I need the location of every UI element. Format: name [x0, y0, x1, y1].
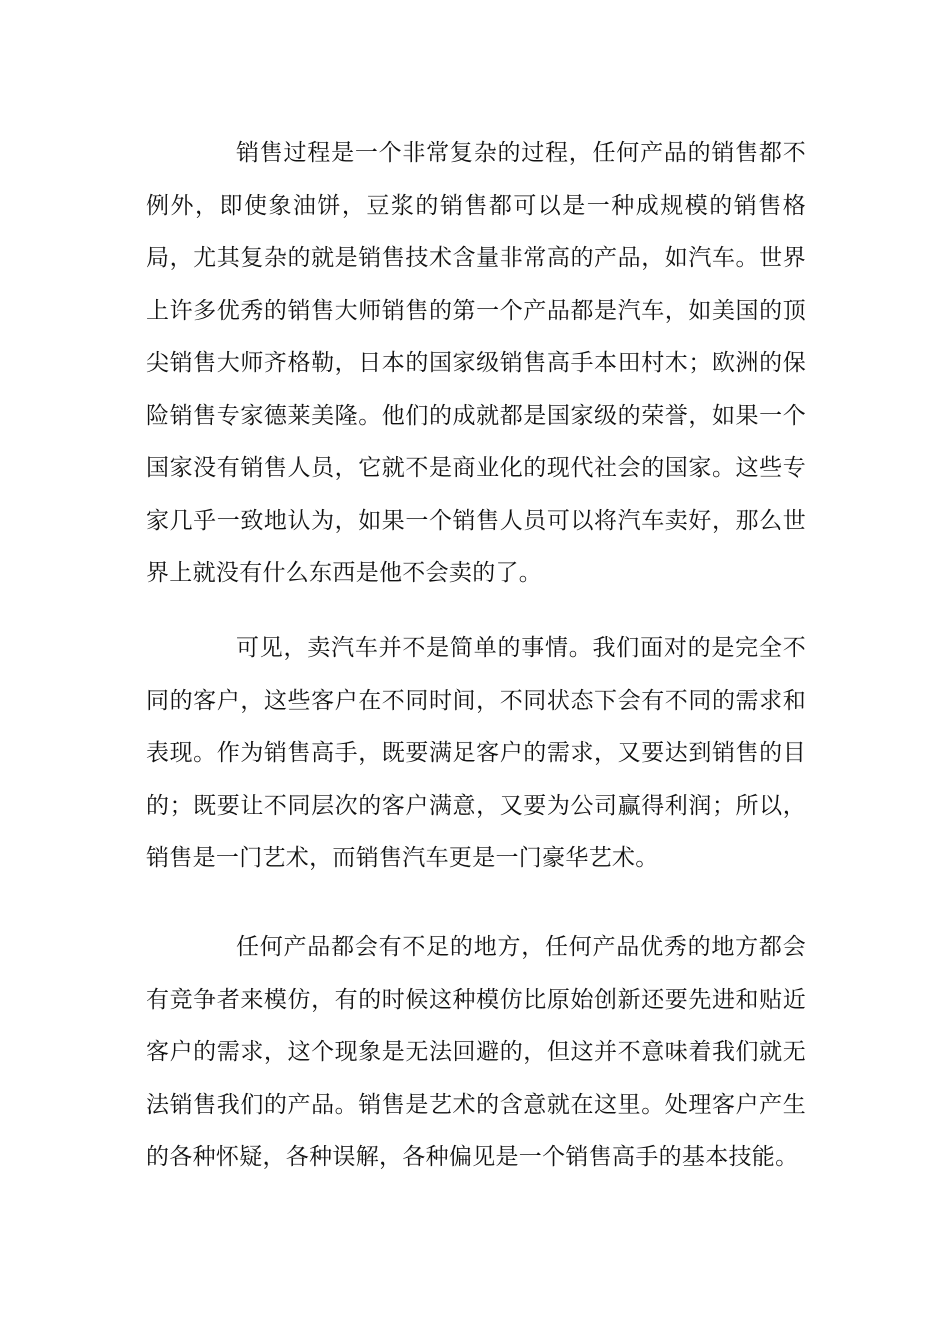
paragraph-2: 可见，卖汽车并不是简单的事情。我们面对的是完全不同的客户，这些客户在不同时间，不同状态下会有不同的需求和表现。作为销售高手，既要满足客户的需求，又要达到销售的目的；既要让不同层次的客户满意，又要为公司赢得利润；所以，销售是一门艺术，而销售汽车更是一门豪华艺术。: [146, 635, 806, 871]
paragraph-1: 销售过程是一个非常复杂的过程，任何产品的销售都不例外，即使象油饼，豆浆的销售都可以是一种成规模的销售格局，尤其复杂的就是销售技术含量非常高的产品，如汽车。世界上许多优秀的销售大师销售的第一个产品都是汽车，如美国的顶尖销售大师齐格勒，日本的国家级销售高手本田村木；欧洲的保险销售专家德莱美隆。他们的成就都是国家级的荣誉，如果一个国家没有销售人员，它就不是商业化的现代社会的国家。这些专家几乎一致地认为，如果一个销售人员可以将汽车卖好，那么世界上就没有什么东西是他不会卖的了。: [146, 140, 806, 586]
paragraph-3: 任何产品都会有不足的地方，任何产品优秀的地方都会有竞争者来模仿，有的时候这种模仿比原始创新还要先进和贴近客户的需求，这个现象是无法回避的，但这并不意味着我们就无法销售我们的产品。销售是艺术的含意就在这里。处理客户产生的各种怀疑，各种误解，各种偏见是一个销售高手的基本技能。: [146, 934, 806, 1170]
